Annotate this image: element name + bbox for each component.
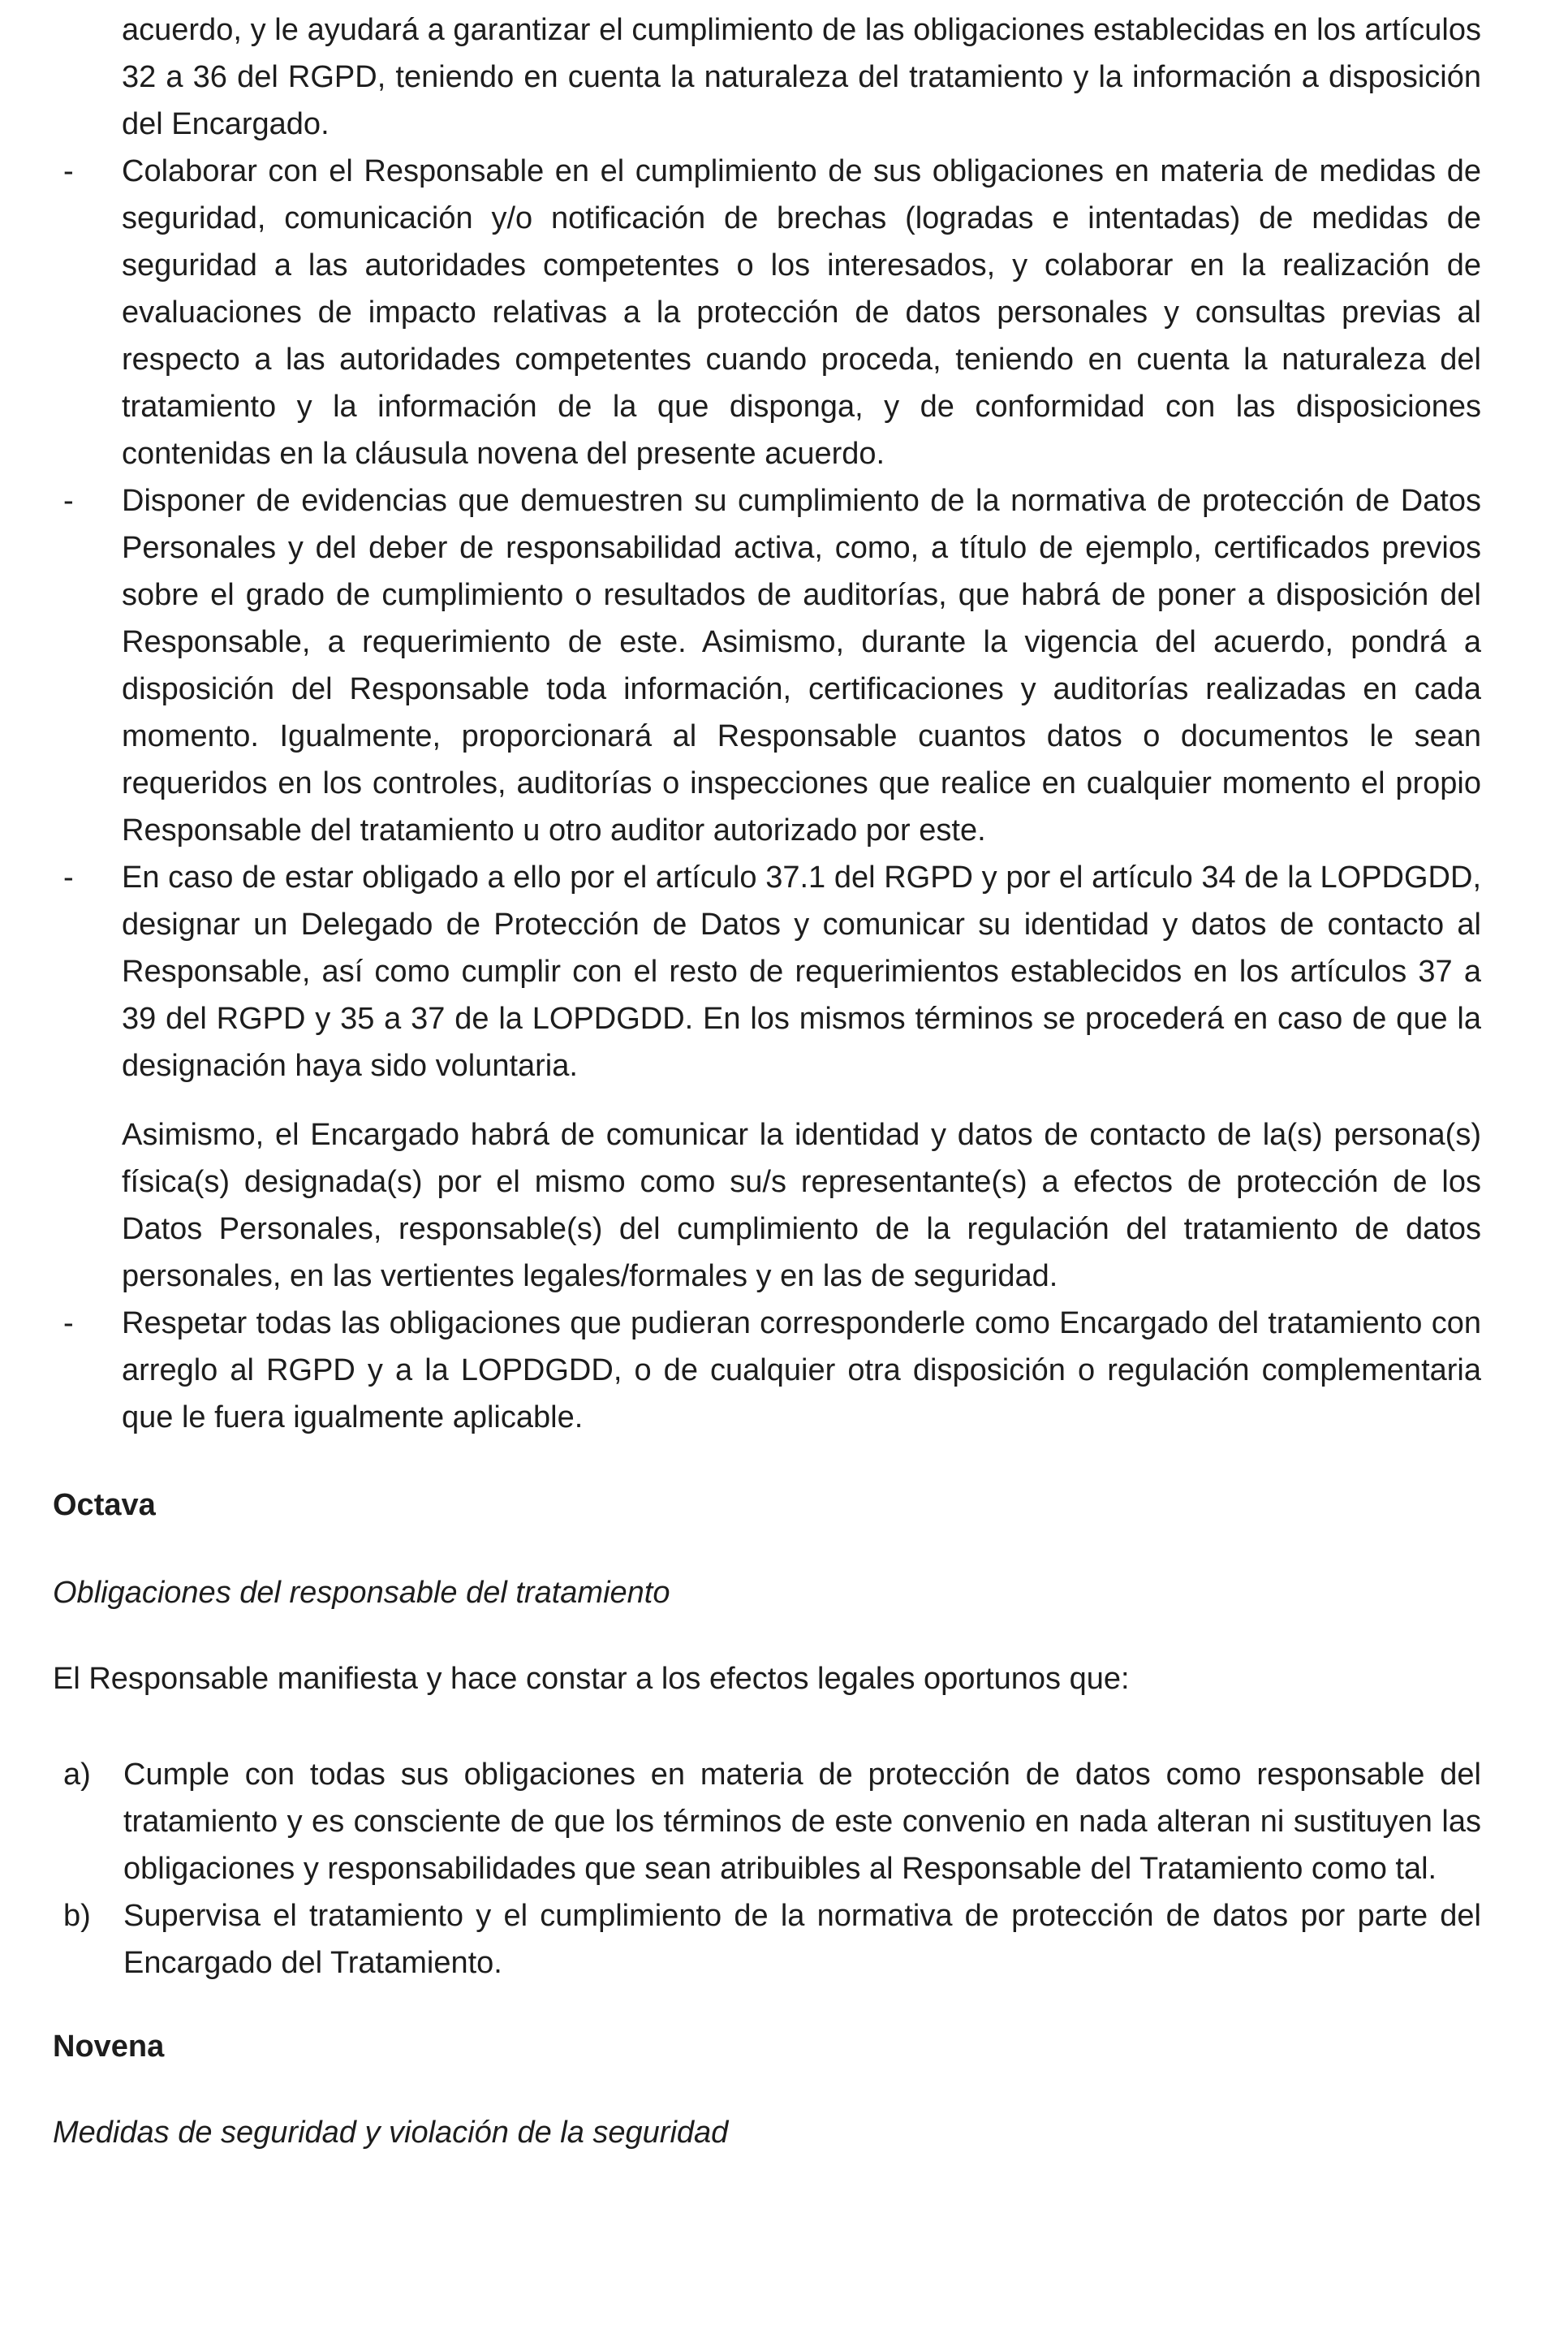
bullet-dash: - [63,154,74,188]
list-marker-a: a) [63,1758,91,1792]
section-subtitle-octava: Obligaciones del responsable del tratamiento [53,1576,670,1610]
bullet-item-disponer [63,477,1481,854]
paragraph-continuation: acuerdo, y le ayudará a garantizar el cumplimiento de las obligaciones establecidas en los artículos 32 a 36 del RGPD, teniendo en cuenta la naturaleza del tratamiento y la información a disposición del Encargado. [122,13,1481,141]
section-heading-novena: Novena [53,2030,165,2064]
list-text-a: Cumple con todas sus obligaciones en materia de protección de datos como responsable del tratamiento y es consciente de que los términos de este convenio en nada alteran ni sustituyen las obligaciones y responsabilidades que sean atribuibles al Responsable del Tratamiento como tal. [123,1758,1481,1886]
paragraph-asimismo: Asimismo, el Encargado habrá de comunicar la identidad y datos de contacto de la(s) persona(s) física(s) designada(s) por el mismo como su/s representante(s) a efectos de protección de los Datos Personales, responsable(s) del cumplimiento de la regulación del tratamiento de datos personales, en las vertientes legales/formales y en las de seguridad. [122,1118,1481,1293]
bullet-text-colaborar: Colaborar con el Responsable en el cumplimiento de sus obligaciones en materia de medidas de seguridad, comunicación y/o notificación de brechas (logradas e intentadas) de medidas de seguridad a las autoridades competentes o los interesados, y colaborar en la realización de evaluaciones de impacto relativas a la protección de datos personales y consultas previas al respecto a las autoridades competentes cuando proceda, teniendo en cuenta la naturaleza del tratamiento y la información de la que disponga, y de conformidad con las disposiciones contenidas en la cláusula novena del presente acuerdo. [122,154,1481,471]
list-text-b: Supervisa el tratamiento y el cumplimiento de la normativa de protección de datos por parte del Encargado del Tratamiento. [123,1899,1481,1980]
bullet-text-disponer: Disponer de evidencias que demuestren su cumplimiento de la normativa de protección de Datos Personales y del deber de responsabilidad activa, como, a título de ejemplo, certificados previos sobre el grado de cumplimiento o resultados de auditorías, que habrá de poner a disposición del Responsable, a requerimiento de este. Asimismo, durante la vigencia del acuerdo, pondrá a disposición del Responsable toda información, certificaciones y auditorías realizadas en cada momento. Igualmente, proporcionará al Responsable cuantos datos o documentos le sean requeridos en los controles, auditorías o inspecciones que realice en cualquier momento el propio Responsable del tratamiento u otro auditor autorizado por este. [122,484,1481,848]
bullet-text-respetar: Respetar todas las obligaciones que pudieran corresponderle como Encargado del tratamiento con arreglo al RGPD y a la LOPDGDD, o de cualquier otra disposición o regulación complementaria que le fuera igualmente aplicable. [122,1306,1481,1434]
bullet-dash: - [63,861,74,895]
bullet-dash: - [63,484,74,518]
bullet-text-delegado: En caso de estar obligado a ello por el artículo 37.1 del RGPD y por el artículo 34 de la LOPDGDD, designar un Delegado de Protección de Datos y comunicar su identidad y datos de contacto al Responsable, así como cumplir con el resto de requerimientos establecidos en los artículos 37 a 39 del RGPD y 35 a 37 de la LOPDGDD. En los mismos términos se procederá en caso de que la designación haya sido voluntaria. [122,861,1481,1083]
bullet-dash: - [63,1306,74,1340]
section-heading-octava: Octava [53,1488,156,1522]
list-item-a [63,1751,1481,1892]
list-item-b [63,1892,1481,1986]
list-marker-b: b) [63,1899,91,1933]
bullet-item-delegado [63,854,1481,1089]
section-subtitle-novena: Medidas de seguridad y violación de la seguridad [53,2116,729,2150]
bullet-item-colaborar [63,148,1481,477]
octava-lead-paragraph: El Responsable manifiesta y hace constar a los efectos legales oportunos que: [53,1662,1130,1696]
bullet-item-respetar [63,1300,1481,1441]
